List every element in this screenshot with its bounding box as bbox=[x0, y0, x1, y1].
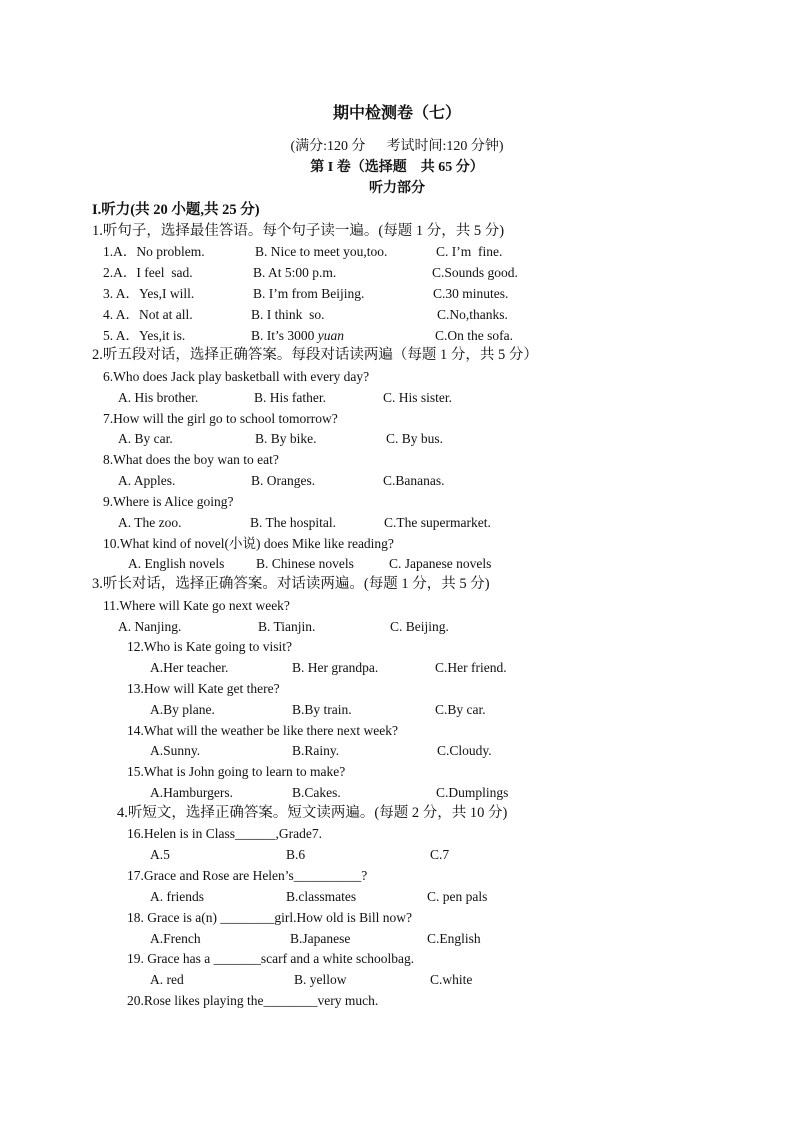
q1-option-b: B. Nice to meet you,too. bbox=[255, 244, 388, 259]
q19-question: 19. Grace has a _______scarf and a white schoolbag. bbox=[127, 951, 415, 966]
q16-option-b: B.6 bbox=[286, 847, 306, 862]
q9-option-b: B. The hospital. bbox=[250, 515, 336, 530]
q17-question: 17.Grace and Rose are Helen’s__________? bbox=[127, 868, 368, 883]
q6-option-c: C. His sister. bbox=[383, 390, 453, 405]
q16-option-a: A.5 bbox=[150, 847, 170, 862]
volume-title: 第 I 卷（选择题 共 65 分） bbox=[310, 160, 484, 175]
q19-option-b: B. yellow bbox=[294, 972, 347, 987]
q14-question: 14.What will the weather be like there next week? bbox=[127, 723, 399, 738]
q6-option-a: A. His brother. bbox=[118, 390, 199, 405]
q12-option-b: B. Her grandpa. bbox=[292, 660, 379, 675]
q13-option-b: B.By train. bbox=[292, 702, 352, 717]
q13-question: 13.How will Kate get there? bbox=[127, 681, 280, 696]
q13-option-c: C.By car. bbox=[435, 702, 486, 717]
q12-option-a: A.Her teacher. bbox=[150, 660, 229, 675]
q5-option-b bbox=[251, 327, 344, 345]
part2-heading: 2.听五段对话，选择正确答案。每段对话读两遍（每题 1 分，共 5 分） bbox=[92, 347, 538, 363]
q1-option-a: 1.A．No problem. bbox=[103, 244, 205, 259]
q11-question: 11.Where will Kate go next week? bbox=[103, 598, 290, 613]
q9-question: 9.Where is Alice going? bbox=[103, 494, 234, 509]
listening-section-heading: I.听力(共 20 小题,共 25 分) bbox=[92, 202, 260, 218]
q5-option-b-text: B. It’s 3000 bbox=[251, 328, 318, 343]
q17-option-a: A. friends bbox=[150, 889, 204, 904]
q8-option-a: A. Apples. bbox=[118, 473, 176, 488]
q15-question: 15.What is John going to learn to make? bbox=[127, 764, 346, 779]
q11-option-c: C. Beijing. bbox=[390, 619, 449, 634]
q10-option-a: A. English novels bbox=[128, 556, 225, 571]
q18-question: 18. Grace is a(n) ________girl.How old is Bill now? bbox=[127, 910, 412, 925]
q6-option-b: B. His father. bbox=[254, 390, 326, 405]
q16-option-c: C.7 bbox=[430, 847, 450, 862]
q7-option-a: A. By car. bbox=[118, 431, 173, 446]
q1-option-c: C. I’m fine. bbox=[436, 244, 503, 259]
section-title: 听力部分 bbox=[369, 181, 425, 196]
q2-option-a: 2.A．I feel sad. bbox=[103, 265, 193, 280]
q5-option-b-italic: yuan bbox=[317, 328, 345, 343]
q12-option-c: C.Her friend. bbox=[435, 660, 507, 675]
score-info: (满分:120 分 考试时间:120 分钟) bbox=[290, 139, 504, 154]
q8-option-c: C.Bananas. bbox=[383, 473, 445, 488]
part4-heading: 4.听短文，选择正确答案。短文读两遍。(每题 2 分，共 10 分) bbox=[117, 805, 508, 821]
q16-question: 16.Helen is in Class______,Grade7. bbox=[127, 826, 322, 841]
q4-option-a: 4. A．Not at all. bbox=[103, 307, 193, 322]
q19-option-a: A. red bbox=[150, 972, 184, 987]
q14-option-c: C.Cloudy. bbox=[437, 743, 492, 758]
q4-option-b: B. I think so. bbox=[251, 307, 325, 322]
q12-question: 12.Who is Kate going to visit? bbox=[127, 639, 292, 654]
q13-option-a: A.By plane. bbox=[150, 702, 215, 717]
q4-option-c: C.No,thanks. bbox=[437, 307, 508, 322]
part1-heading: 1.听句子，选择最佳答语。每个句子读一遍。(每题 1 分，共 5 分) bbox=[92, 223, 505, 239]
q11-option-b: B. Tianjin. bbox=[258, 619, 316, 634]
part3-heading: 3.听长对话，选择正确答案。对话读两遍。(每题 1 分，共 5 分) bbox=[92, 576, 490, 592]
q18-option-c: C.English bbox=[427, 931, 481, 946]
q10-question: 10.What kind of novel(小说) does Mike like reading? bbox=[103, 536, 394, 551]
q11-option-a: A. Nanjing. bbox=[118, 619, 182, 634]
q5-option-a: 5. A．Yes,it is. bbox=[103, 328, 186, 343]
q7-option-c: C. By bus. bbox=[386, 431, 444, 446]
q7-option-b: B. By bike. bbox=[255, 431, 317, 446]
q3-option-b: B. I’m from Beijing. bbox=[253, 286, 365, 301]
q20-question: 20.Rose likes playing the________very much. bbox=[127, 993, 379, 1008]
q17-option-b: B.classmates bbox=[286, 889, 357, 904]
q15-option-a: A.Hamburgers. bbox=[150, 785, 233, 800]
q7-question: 7.How will the girl go to school tomorrow? bbox=[103, 411, 338, 426]
q18-option-a: A.French bbox=[150, 931, 201, 946]
q14-option-a: A.Sunny. bbox=[150, 743, 201, 758]
q2-option-c: C.Sounds good. bbox=[432, 265, 518, 280]
q8-option-b: B. Oranges. bbox=[251, 473, 316, 488]
q15-option-c: C.Dumplings bbox=[436, 785, 509, 800]
q19-option-c: C.white bbox=[430, 972, 473, 987]
q17-option-c: C. pen pals bbox=[427, 889, 488, 904]
q18-option-b: B.Japanese bbox=[290, 931, 351, 946]
q3-option-a: 3. A．Yes,I will. bbox=[103, 286, 195, 301]
q8-question: 8.What does the boy wan to eat? bbox=[103, 452, 279, 467]
q2-option-b: B. At 5:00 p.m. bbox=[253, 265, 337, 280]
q10-option-b: B. Chinese novels bbox=[256, 556, 354, 571]
q9-option-c: C.The supermarket. bbox=[384, 515, 491, 530]
q3-option-c: C.30 minutes. bbox=[433, 286, 509, 301]
q5-option-c: C.On the sofa. bbox=[435, 328, 513, 343]
q14-option-b: B.Rainy. bbox=[292, 743, 340, 758]
exam-title: 期中检测卷（七） bbox=[332, 105, 461, 122]
q15-option-b: B.Cakes. bbox=[292, 785, 341, 800]
q6-question: 6.Who does Jack play basketball with every day? bbox=[103, 369, 370, 384]
q9-option-a: A. The zoo. bbox=[118, 515, 182, 530]
q10-option-c: C. Japanese novels bbox=[389, 556, 492, 571]
